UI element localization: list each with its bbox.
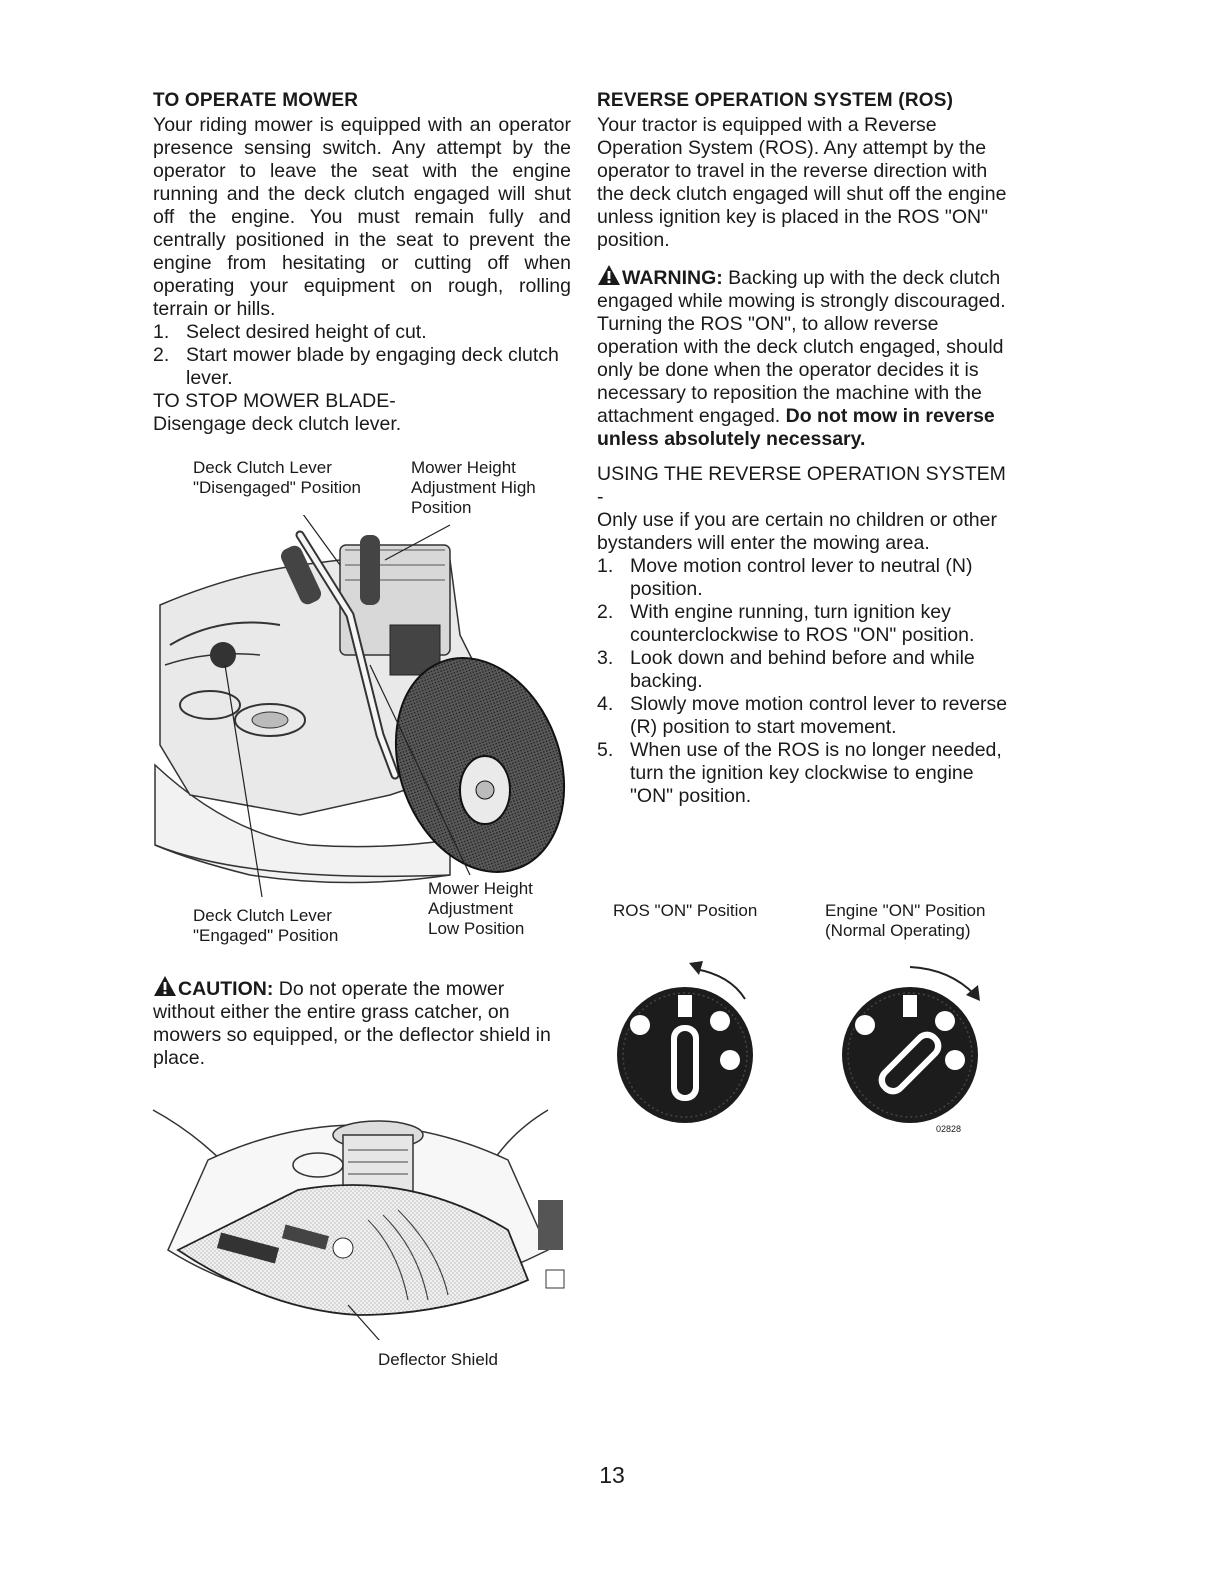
- ignition-engine-on-icon: [830, 955, 990, 1140]
- caption-clutch-engaged: Deck Clutch Lever "Engaged" Position: [193, 906, 339, 945]
- operate-steps: [153, 321, 571, 390]
- caption-deflector-shield: Deflector Shield: [378, 1350, 499, 1369]
- operate-mower-heading: TO OPERATE MOWER: [153, 90, 359, 111]
- ignition-ros-on-icon: [605, 955, 765, 1130]
- using-ros-text: Only use if you are certain no children or other bystanders will enter the mowing area.: [597, 509, 997, 554]
- caption-ros-on: ROS "ON" Position: [613, 901, 758, 920]
- using-ros-heading: USING THE REVERSE OPERATION SYSTEM -: [597, 463, 1006, 508]
- list-item: 3. Look down and behind before and while backing.: [597, 647, 975, 692]
- caution-block: [153, 975, 571, 1070]
- caption-engine-on: Engine "ON" Position (Normal Operating): [825, 901, 986, 940]
- ros-steps: [597, 555, 1011, 808]
- list-item: 4. Slowly move motion control lever to reverse (R) position to start movement.: [597, 693, 1008, 738]
- stop-blade-heading: TO STOP MOWER BLADE-: [153, 390, 396, 412]
- caution-triangle-icon: [153, 975, 177, 997]
- left-column: [153, 90, 571, 436]
- caption-clutch-disengaged: Deck Clutch Lever "Disengaged" Position: [193, 458, 362, 497]
- list-item: 1. Move motion control lever to neutral (N) position.: [597, 555, 973, 600]
- list-item: 1. Select desired height of cut.: [153, 321, 427, 343]
- stop-blade-text: Disengage deck clutch lever.: [153, 413, 402, 435]
- list-item: 2. Start mower blade by engaging deck clutch lever.: [153, 344, 559, 389]
- ros-warning: WARNING: Backing up with the deck clutch engaged while mowing is strongly discouraged. Turning the ROS "ON", to allow reverse operation with the deck clutch engaged, should only be done when the operator decides it is necessary to reposition the machine with the attachment engaged. Do not mow in reverse unless absolutely necessary.: [597, 264, 1011, 451]
- page-number: 13: [599, 1462, 625, 1488]
- ros-intro: Your tractor is equipped with a Reverse Operation System (ROS). Any attempt by the operator to travel in the reverse direction with the deck clutch engaged will shut off the engine unless ignition key is placed in the ROS "ON" position.: [597, 114, 1007, 251]
- deflector-shield-illustration: [148, 1100, 568, 1340]
- list-item: 5. When use of the ROS is no longer needed, turn the ignition key clockwise to engine "ON" position.: [597, 739, 1002, 807]
- caption-height-low: Mower Height Adjustment Low Position: [428, 879, 533, 938]
- caution-text: CAUTION: Do not operate the mower without either the entire grass catcher, on mowers so equipped, or the deflector shield in place.: [153, 975, 571, 1070]
- warning-triangle-icon: [597, 264, 621, 286]
- caption-height-high: Mower Height Adjustment High Position: [411, 458, 536, 517]
- mower-deck-illustration: [150, 515, 570, 905]
- operate-mower-intro: Your riding mower is equipped with an operator presence sensing switch. Any attempt by the operator to leave the seat with the engine running and the deck clutch engaged will shut off the engine. You must remain fully and centrally positioned in the seat to prevent the engine from hesitating or cutting off when operating your equipment on rough, rolling terrain or hills.: [153, 114, 571, 320]
- right-column: [597, 90, 1011, 808]
- figure-code: 02828: [936, 1124, 962, 1134]
- list-item: 2. With engine running, turn ignition key counterclockwise to ROS "ON" position.: [597, 601, 975, 646]
- ros-heading: REVERSE OPERATION SYSTEM (ROS): [597, 90, 954, 111]
